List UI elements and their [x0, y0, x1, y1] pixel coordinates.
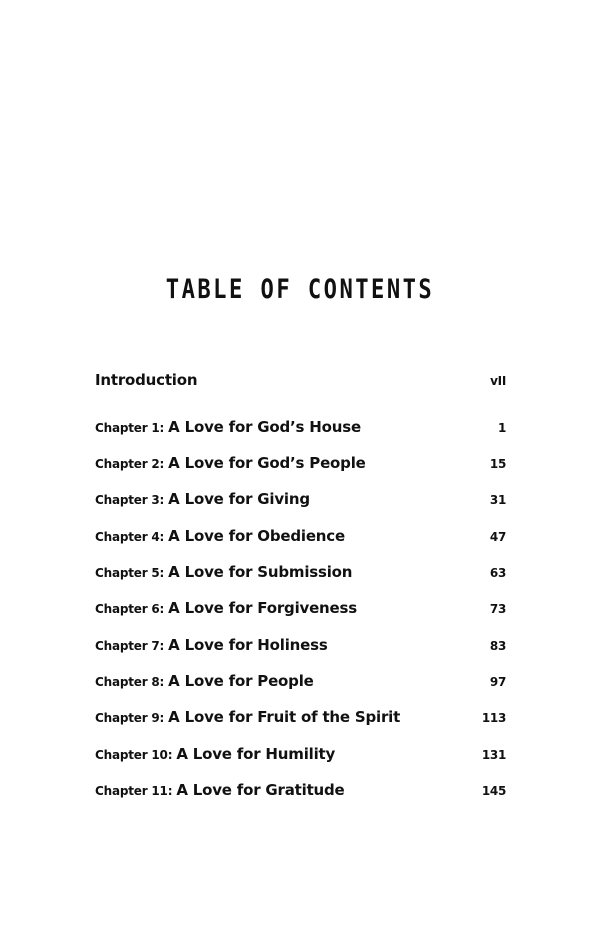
page-number: 1 — [497, 421, 506, 435]
toc-entry-chapter-5[interactable] — [95, 563, 506, 587]
chapter-title: A Love for God’s House — [168, 418, 361, 436]
toc-entry-chapter-8[interactable] — [95, 672, 506, 696]
page-number: 97 — [489, 675, 506, 689]
toc-entry-label — [95, 454, 366, 472]
chapter-prefix: Chapter 6: — [95, 602, 165, 616]
toc-entry-label — [95, 672, 314, 690]
chapter-prefix: Chapter 2: — [95, 457, 165, 471]
toc-entry-introduction[interactable] — [95, 371, 506, 395]
chapter-title: A Love for Fruit of the Spirit — [168, 708, 401, 726]
chapter-title: A Love for Humility — [176, 745, 336, 763]
page-number: 47 — [489, 530, 506, 544]
toc-entry-chapter-9[interactable] — [95, 708, 506, 732]
chapter-title: A Love for Obedience — [168, 527, 345, 545]
chapter-prefix: Chapter 7: — [95, 639, 165, 653]
toc-entry-chapter-2[interactable] — [95, 454, 506, 478]
page-number: 63 — [489, 566, 506, 580]
chapter-prefix: Chapter 11: — [95, 784, 173, 798]
chapter-prefix: Chapter 5: — [95, 566, 165, 580]
chapter-prefix: Chapter 4: — [95, 530, 165, 544]
page-number: 131 — [481, 748, 506, 762]
chapter-title: A Love for Submission — [168, 563, 353, 581]
page-number: 15 — [489, 457, 506, 471]
page-number: vII — [490, 374, 506, 388]
toc-entry-chapter-7[interactable] — [95, 636, 506, 660]
page-number: 145 — [481, 784, 506, 798]
toc-entry-label — [95, 599, 357, 617]
page-number: 83 — [489, 639, 506, 653]
toc-entry-label — [95, 418, 361, 436]
toc-entry-label — [95, 636, 328, 654]
toc-entry-label — [95, 490, 310, 508]
toc-entry-label — [95, 745, 335, 763]
toc-entry-label — [95, 708, 400, 726]
chapter-title: A Love for Gratitude — [176, 781, 345, 799]
page-number: 73 — [489, 602, 506, 616]
page-title: TABLE OF CONTENTS — [165, 274, 435, 305]
page-number: 31 — [489, 493, 506, 507]
chapter-title: A Love for Holiness — [168, 636, 328, 654]
chapter-prefix: Chapter 1: — [95, 421, 165, 435]
toc-entry-chapter-11[interactable] — [95, 781, 506, 805]
introduction-title: Introduction — [95, 371, 198, 389]
chapter-title: A Love for God’s People — [168, 454, 366, 472]
toc-entry-label — [95, 563, 352, 581]
chapter-title: A Love for Forgiveness — [168, 599, 357, 617]
chapter-prefix: Chapter 3: — [95, 493, 165, 507]
toc-entry-label — [95, 527, 345, 545]
chapter-prefix: Chapter 8: — [95, 675, 165, 689]
toc-entry-chapter-4[interactable] — [95, 527, 506, 551]
chapter-title: A Love for Giving — [168, 490, 310, 508]
toc-entry-label — [95, 781, 345, 799]
toc-entry-chapter-3[interactable] — [95, 490, 506, 514]
toc-entry-chapter-6[interactable] — [95, 599, 506, 623]
chapter-prefix: Chapter 10: — [95, 748, 173, 762]
toc-entry-label — [95, 371, 197, 389]
toc-entry-chapter-10[interactable] — [95, 745, 506, 769]
toc-entry-chapter-1[interactable] — [95, 418, 506, 442]
page-number: 113 — [481, 711, 506, 725]
chapter-title: A Love for People — [168, 672, 314, 690]
chapter-prefix: Chapter 9: — [95, 711, 165, 725]
